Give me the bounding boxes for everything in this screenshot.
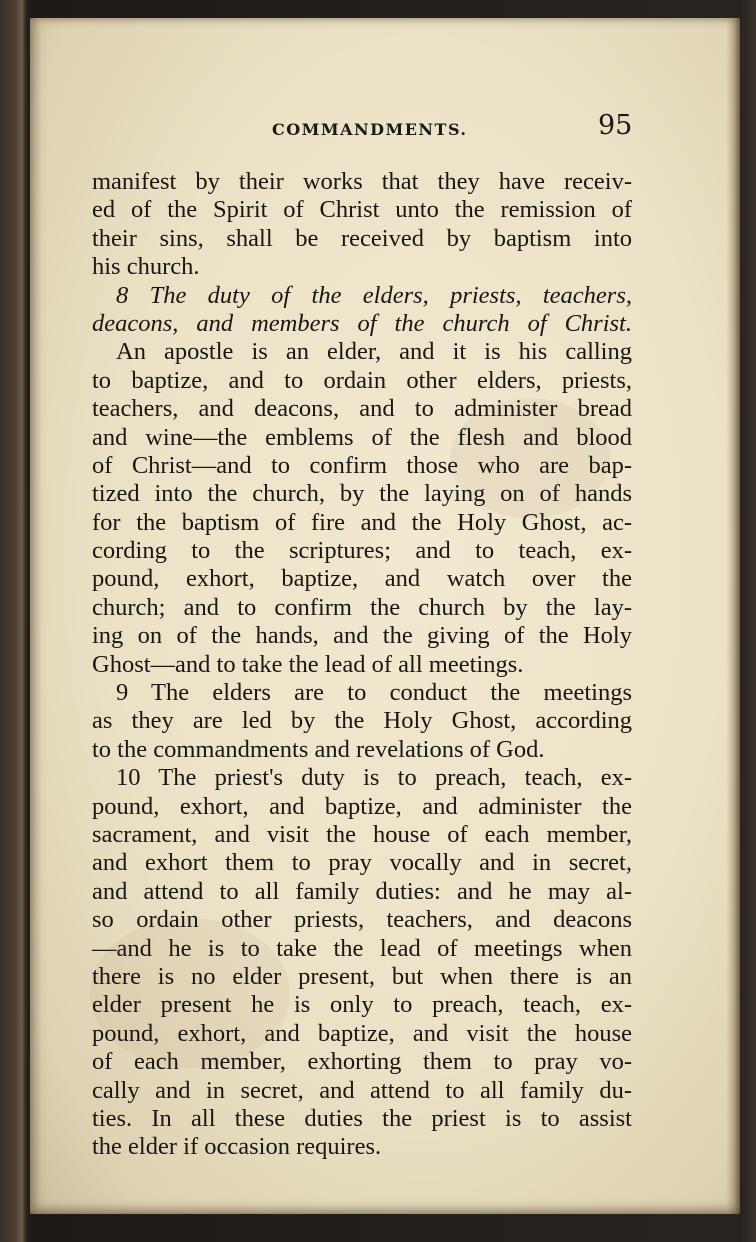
text-line: 9 The elders are to conduct the meetings [116, 679, 632, 707]
text-line: cording to the scriptures; and to teach, ex- [92, 537, 632, 565]
page-edge-shadow [726, 18, 740, 1214]
text-line: —and he is to take the lead of meetings when [92, 934, 632, 962]
text-line: sacrament, and visit the house of each member, [92, 820, 632, 848]
text-line: ing on of the hands, and the giving of the Holy [92, 622, 632, 650]
text-line: pound, exhort, and baptize, and visit the house [92, 1019, 632, 1047]
section-heading-line: deacons, and members of the church of Christ. [92, 309, 632, 337]
text-line: his church. [92, 253, 200, 281]
page-header [30, 106, 740, 146]
text-line: and exhort them to pray vocally and in secret, [92, 849, 632, 877]
text-line: Ghost—and to take the lead of all meetings. [92, 650, 524, 678]
text-line: pound, exhort, and baptize, and administer the [92, 792, 632, 820]
text-line: so ordain other priests, teachers, and deacons [92, 906, 632, 934]
text-line: teachers, and deacons, and to administer bread [92, 395, 632, 423]
text-line: their sins, shall be received by baptism into [92, 224, 632, 252]
text-line: for the baptism of fire and the Holy Ghost, ac- [92, 508, 632, 536]
text-line: An apostle is an elder, and it is his calling [116, 338, 632, 366]
running-head: COMMANDMENTS. [272, 120, 468, 139]
section-heading-line: 8 The duty of the elders, priests, teachers, [116, 281, 632, 309]
text-line: ed of the Spirit of Christ unto the remission of [92, 196, 632, 224]
body-text [92, 168, 632, 1162]
text-line: elder present he is only to preach, teach, ex- [92, 991, 632, 1019]
text-line: and attend to all family duties: and he may al- [92, 877, 632, 905]
text-line: tized into the church, by the laying on of hands [92, 480, 632, 508]
text-line: cally and in secret, and attend to all family du- [92, 1076, 632, 1104]
text-line: church; and to confirm the church by the lay- [92, 593, 632, 621]
text-line: there is no elder present, but when there is an [92, 962, 632, 990]
text-line: ties. In all these duties the priest is to assist [92, 1104, 632, 1132]
text-line: the elder if occasion requires. [92, 1133, 382, 1161]
text-line: manifest by their works that they have receiv- [92, 168, 632, 195]
text-line: pound, exhort, baptize, and watch over the [92, 565, 632, 593]
text-line: and wine—the emblems of the flesh and blood [92, 423, 632, 451]
text-line: as they are led by the Holy Ghost, according [92, 707, 632, 735]
text-line: to baptize, and to ordain other elders, priests, [92, 366, 632, 394]
text-line: to the commandments and revelations of God. [92, 735, 545, 763]
text-line: of Christ—and to confirm those who are bap- [92, 451, 632, 479]
page-number: 95 [598, 110, 633, 141]
text-line: 10 The priest's duty is to preach, teach, ex- [116, 764, 632, 792]
book-page [30, 18, 740, 1214]
text-line: of each member, exhorting them to pray vo- [92, 1048, 632, 1076]
